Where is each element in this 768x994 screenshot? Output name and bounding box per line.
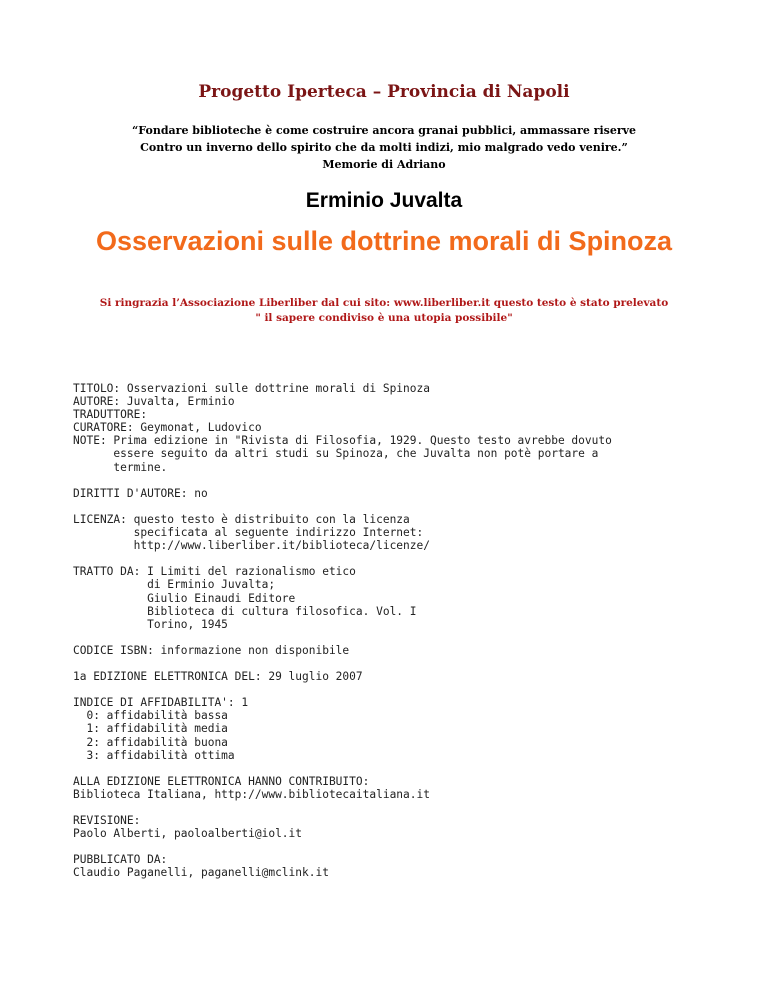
acknowledgement [0,296,768,326]
metadata-line: CODICE ISBN: informazione non disponibile [73,643,350,657]
metadata-line: CURATORE: Geymonat, Ludovico [73,421,262,435]
metadata-line: LICENZA: questo testo è distribuito con la licenza [73,512,410,526]
metadata-line: 0: affidabilità bassa [73,709,228,723]
metadata-line: NOTE: Prima edizione in "Rivista di Filosofia, 1929. Questo testo avrebbe dovuto [73,434,612,448]
metadata-line: TRATTO DA: I Limiti del razionalismo etico [73,565,356,579]
metadata-line: 2: affidabilità buona [73,735,228,749]
metadata-line: di Erminio Juvalta; [73,578,276,592]
metadata-line: Giulio Einaudi Editore [73,591,296,605]
metadata-line: termine. [73,460,168,474]
acknowledgement-motto: " il sapere condiviso è una utopia possibile" [255,312,513,324]
metadata-line: REVISIONE: [73,814,141,828]
metadata-line: essere seguito da altri studi su Spinoza, che Juvalta non potè portare a [73,447,599,461]
metadata-line: Torino, 1945 [73,617,228,631]
metadata-block [73,382,753,880]
acknowledgement-line: Si ringrazia l’Associazione Liberliber dal cui sito: www.liberliber.it questo testo è stato prelevato [99,297,669,309]
metadata-line: TITOLO: Osservazioni sulle dottrine morali di Spinoza [73,382,430,395]
metadata-line: AUTORE: Juvalta, Erminio [73,395,235,409]
quote-line: “Fondare biblioteche è come costruire ancora granai pubblici, ammassare riserve [131,124,637,137]
metadata-gap [73,500,753,513]
metadata-line: Biblioteca Italiana, http://www.bibliotecaitaliana.it [73,787,430,801]
metadata-line: http://www.liberliber.it/biblioteca/licenze/ [73,539,430,553]
metadata-line: ALLA EDIZIONE ELETTRONICA HANNO CONTRIBUITO: [73,774,370,788]
metadata-line: TRADUTTORE: [73,408,148,422]
epigraph-quote [0,122,768,173]
metadata-line: INDICE DI AFFIDABILITA': 1 [73,696,249,710]
metadata-line: Claudio Paganelli, paganelli@mclink.it [73,866,329,880]
metadata-line: 1: affidabilità media [73,722,228,736]
metadata-line: Paolo Alberti, paoloalberti@iol.it [73,827,303,841]
metadata-gap [73,631,753,644]
metadata-gap [73,840,753,853]
metadata-gap [73,657,753,670]
metadata-line: Biblioteca di cultura filosofica. Vol. I [73,604,417,618]
metadata-line: 1a EDIZIONE ELETTRONICA DEL: 29 luglio 2007 [73,670,363,684]
quote-line: Contro un inverno dello spirito che da molti indizi, mio malgrado vedo venire.” [140,141,628,154]
metadata-gap [73,762,753,775]
metadata-line: PUBBLICATO DA: [73,853,168,867]
quote-attribution: Memorie di Adriano [322,158,446,171]
metadata-gap [73,552,753,565]
metadata-line: 3: affidabilità ottima [73,748,235,762]
book-author: Erminio Juvalta [305,189,463,212]
metadata-line: DIRITTI D'AUTORE: no [73,486,208,500]
project-title: Progetto Iperteca – Provincia di Napoli [198,82,570,102]
metadata-line: specificata al seguente indirizzo Internet: [73,526,424,540]
metadata-gap [73,801,753,814]
metadata-gap [73,474,753,487]
metadata-gap [73,683,753,696]
book-title: Osservazioni sulle dottrine morali di Spinoza [95,226,673,256]
